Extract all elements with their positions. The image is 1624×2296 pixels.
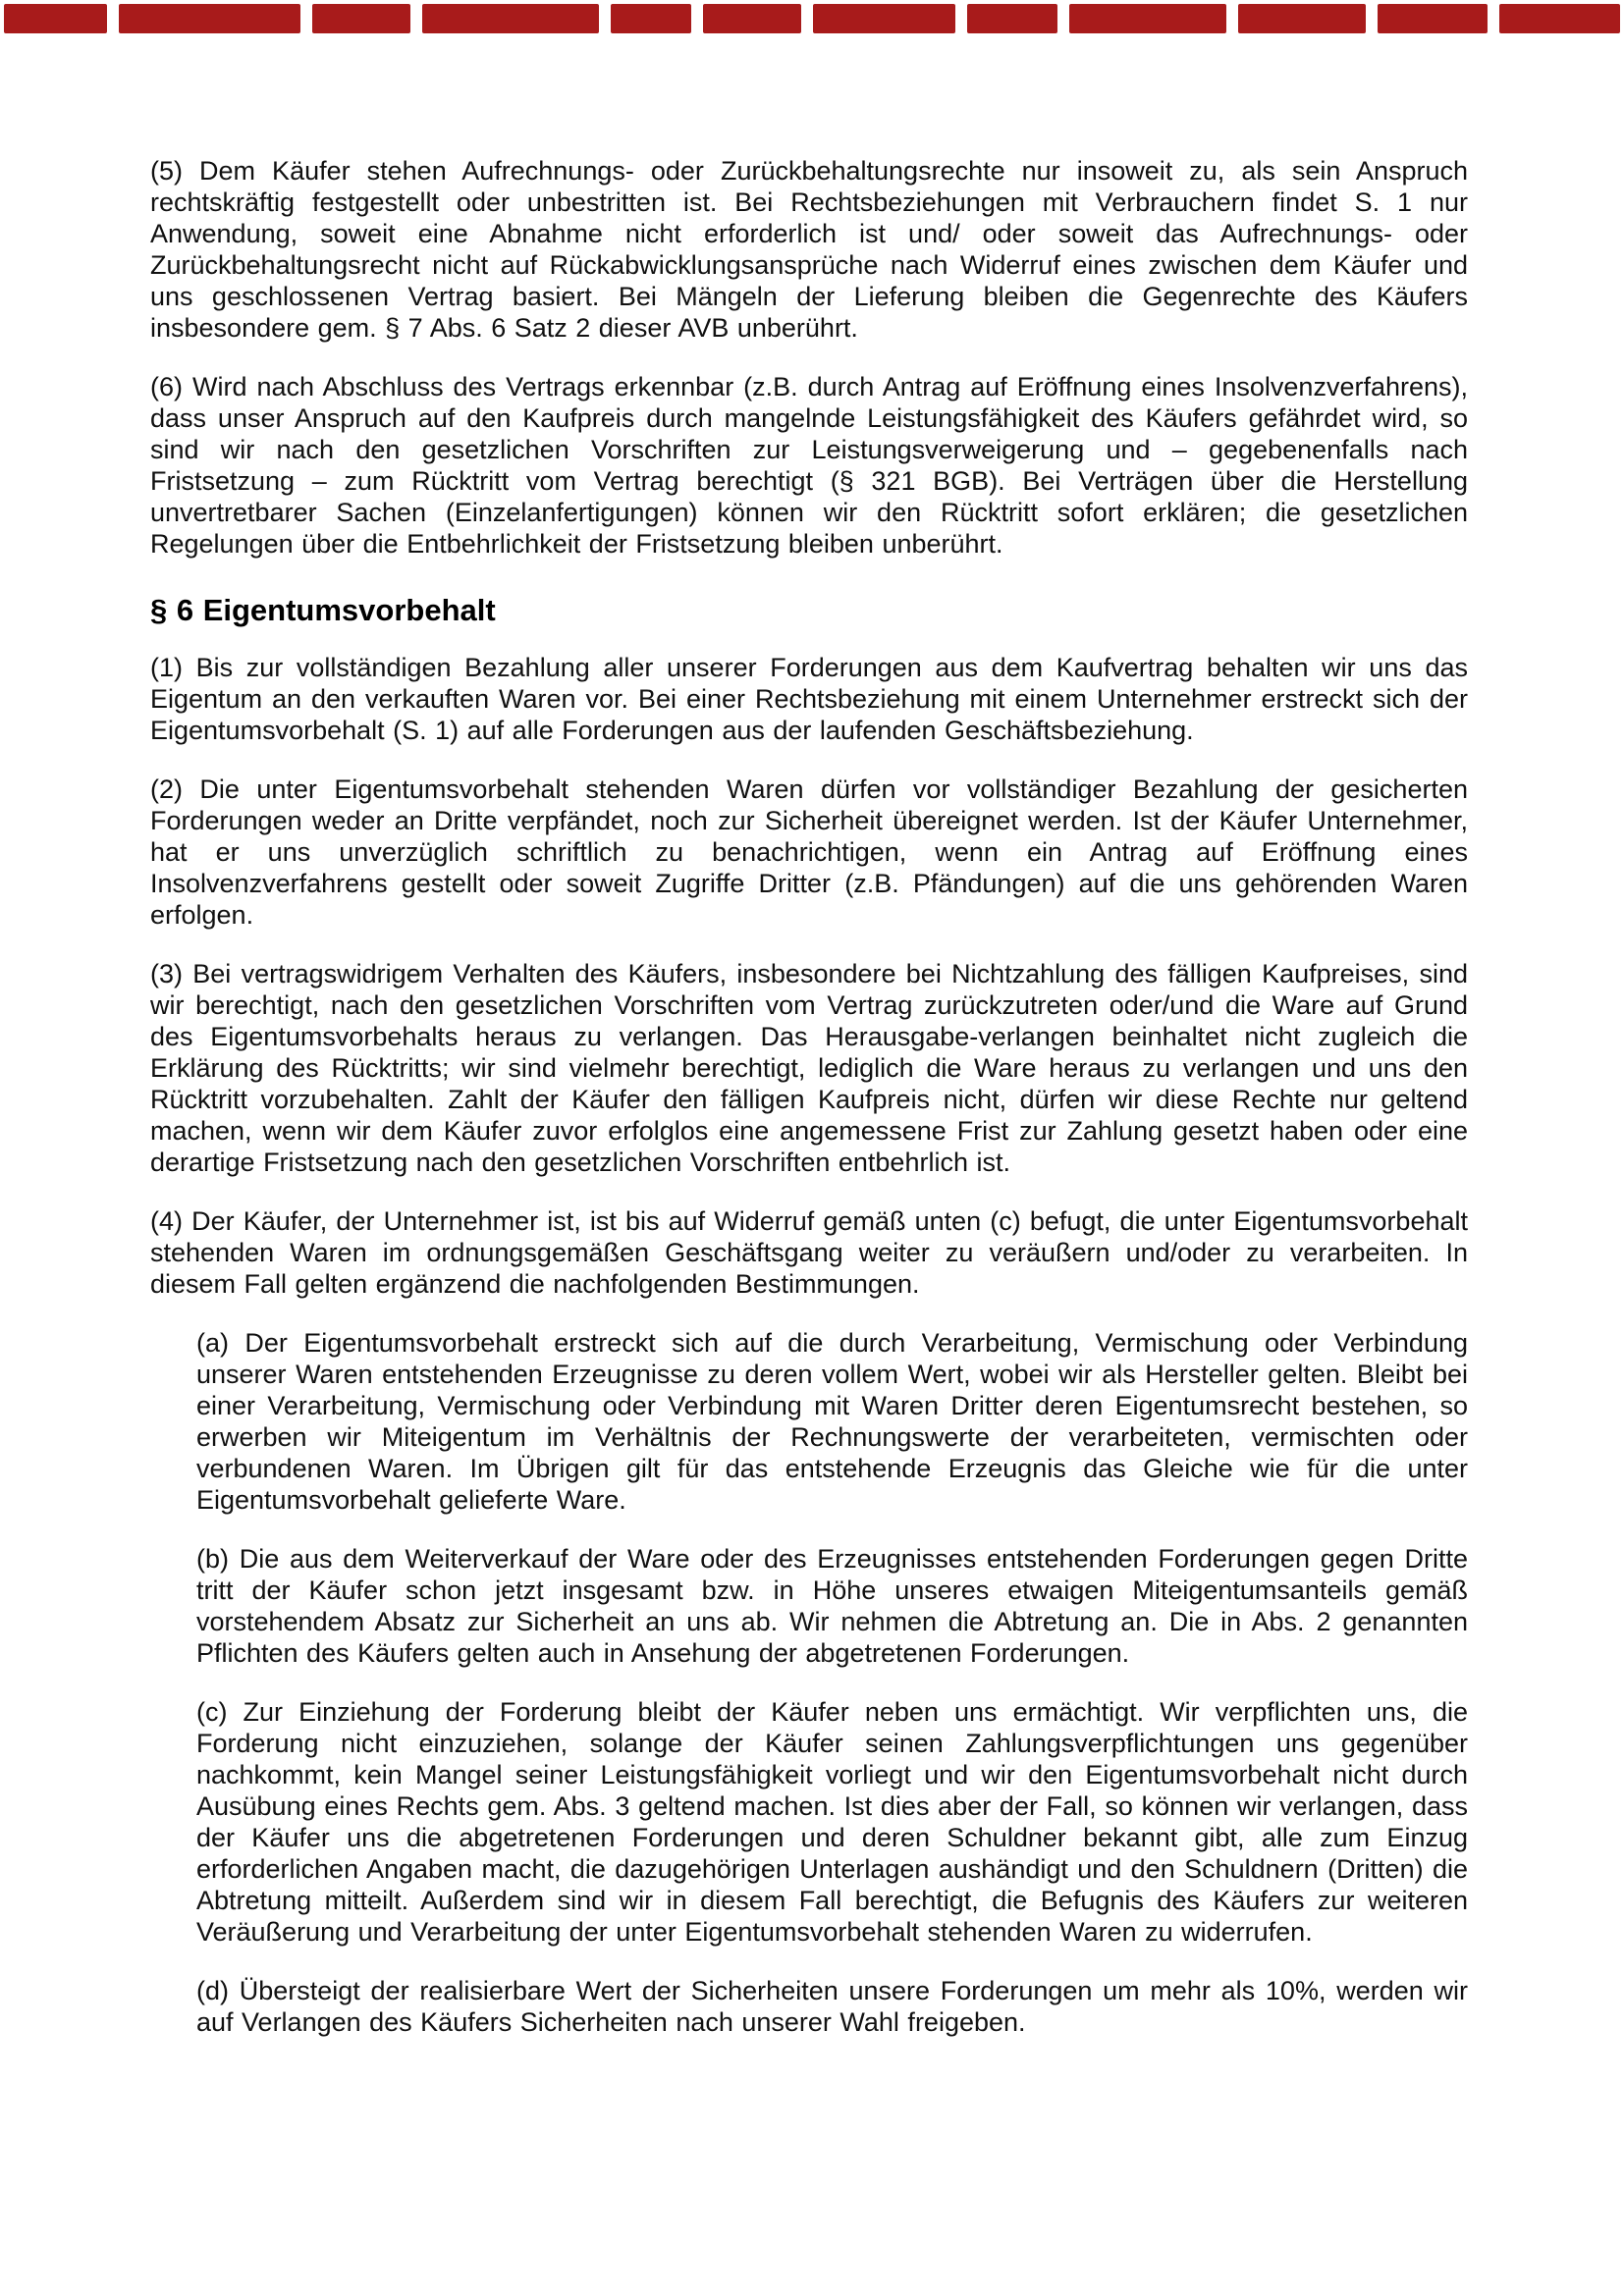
redaction-segment bbox=[119, 4, 300, 33]
redaction-segment bbox=[422, 4, 599, 33]
redaction-segment bbox=[813, 4, 955, 33]
redaction-segment bbox=[4, 4, 107, 33]
subparagraph: (b) Die aus dem Weiterverkauf der Ware oder des Erzeugnisses entstehenden Forderungen gegen Dritte tritt der Käufer schon jetzt insgesamt bzw. in Höhe unseres etwaigen Miteigentumsanteils gemäß vorstehendem Absatz zur Sicherheit an uns ab. Wir nehmen die Abtretung an. Die in Abs. 2 genannten Pflichten des Käufers gelten auch in Ansehung der abgetretenen Forderungen. bbox=[196, 1544, 1468, 1668]
redaction-segment bbox=[703, 4, 801, 33]
document-content bbox=[150, 155, 1468, 2065]
paragraph: (6) Wird nach Abschluss des Vertrags erkennbar (z.B. durch Antrag auf Eröffnung eines Insolvenzverfahrens), dass unser Anspruch auf den Kaufpreis durch mangelnde Leistungsfähigkeit des Käufers gefährdet wird, so sind wir nach den gesetzlichen Vorschriften zur Leistungsverweigerung und – gegebenenfalls nach Fristsetzung – zum Rücktritt vom Vertrag berechtigt (§ 321 BGB). Bei Verträgen über die Herstellung unvertretbarer Sachen (Einzelanfertigungen) können wir den Rücktritt sofort erklären; die gesetzlichen Regelungen über die Entbehrlichkeit der Fristsetzung bleiben unberührt. bbox=[150, 372, 1468, 559]
redaction-segment bbox=[1238, 4, 1366, 33]
redaction-segment bbox=[1069, 4, 1226, 33]
redaction-segment bbox=[1378, 4, 1488, 33]
subparagraph: (d) Übersteigt der realisierbare Wert der Sicherheiten unsere Forderungen um mehr als 10%, werden wir auf Verlangen des Käufers Sicherheiten nach unserer Wahl freigeben. bbox=[196, 1976, 1468, 2037]
subparagraph: (a) Der Eigentumsvorbehalt erstreckt sich auf die durch Verarbeitung, Vermischung oder Verbindung unserer Waren entstehenden Erzeugnisse zu deren vollem Wert, wobei wir als Hersteller gelten. Bleibt bei einer Verarbeitung, Vermischung oder Verbindung mit Waren Dritter deren Eigentumsrecht bestehen, so erwerben wir Miteigentum im Verhältnis der Rechnungswerte der verarbeiteten, vermischten oder verbundenen Waren. Im Übrigen gilt für das entstehende Erzeugnis das Gleiche wie für die unter Eigentumsvorbehalt gelieferte Ware. bbox=[196, 1328, 1468, 1515]
redaction-segment bbox=[1499, 4, 1620, 33]
redaction-bar bbox=[4, 4, 1620, 33]
redaction-segment bbox=[967, 4, 1057, 33]
paragraph: (5) Dem Käufer stehen Aufrechnungs- oder Zurückbehaltungsrechte nur insoweit zu, als sein Anspruch rechtskräftig festgestellt oder unbestritten ist. Bei Rechtsbeziehungen mit Verbrauchern findet S. 1 nur Anwendung, soweit eine Abnahme nicht erforderlich ist und/ oder soweit das Aufrechnungs- oder Zurückbehaltungsrecht nicht auf Rückabwicklungsansprüche nach Widerruf eines zwischen dem Käufer und uns geschlossenen Vertrag basiert. Bei Mängeln der Lieferung bleiben die Gegenrechte des Käufers insbesondere gem. § 7 Abs. 6 Satz 2 dieser AVB unberührt. bbox=[150, 156, 1468, 343]
redaction-segment bbox=[611, 4, 691, 33]
paragraph: (4) Der Käufer, der Unternehmer ist, ist bis auf Widerruf gemäß unten (c) befugt, die unter Eigentumsvorbehalt stehenden Waren im ordnungsgemäßen Geschäftsgang weiter zu veräußern und/oder zu verarbeiten. In diesem Fall gelten ergänzend die nachfolgenden Bestimmungen. bbox=[150, 1206, 1468, 1299]
redaction-segment bbox=[312, 4, 410, 33]
subparagraph: (c) Zur Einziehung der Forderung bleibt der Käufer neben uns ermächtigt. Wir verpflichten uns, die Forderung nicht einzuziehen, solange der Käufer seinen Zahlungsverpflichtungen uns gegenüber nachkommt, kein Mangel seiner Leistungsfähigkeit vorliegt und wir den Eigentumsvorbehalt nicht durch Ausübung eines Rechts gem. Abs. 3 geltend machen. Ist dies aber der Fall, so können wir verlangen, dass der Käufer uns die abgetretenen Forderungen und deren Schuldner bekannt gibt, alle zum Einzug erforderlichen Angaben macht, die dazugehörigen Unterlagen aushändigt und den Schuldnern (Dritten) die Abtretung mitteilt. Außerdem sind wir in diesem Fall berechtigt, die Befugnis des Käufers zur weiteren Veräußerung und Verarbeitung der unter Eigentumsvorbehalt stehenden Waren zu widerrufen. bbox=[196, 1697, 1468, 1947]
paragraph: (3) Bei vertragswidrigem Verhalten des Käufers, insbesondere bei Nichtzahlung des fälligen Kaufpreises, sind wir berechtigt, nach den gesetzlichen Vorschriften vom Vertrag zurückzutreten oder/und die Ware auf Grund des Eigentumsvorbehalts heraus zu verlangen. Das Herausgabe-verlangen beinhaltet nicht zugleich die Erklärung des Rücktritts; wir sind vielmehr berechtigt, lediglich die Ware heraus zu verlangen und uns den Rücktritt vorzubehalten. Zahlt der Käufer den fälligen Kaufpreis nicht, dürfen wir diese Rechte nur geltend machen, wenn wir dem Käufer zuvor erfolglos eine angemessene Frist zur Zahlung gesetzt haben oder eine derartige Fristsetzung nach den gesetzlichen Vorschriften entbehrlich ist. bbox=[150, 959, 1468, 1177]
paragraph: (1) Bis zur vollständigen Bezahlung aller unserer Forderungen aus dem Kaufvertrag behalten wir uns das Eigentum an den verkauften Waren vor. Bei einer Rechtsbeziehung mit einem Unternehmer erstreckt sich der Eigentumsvorbehalt (S. 1) auf alle Forderungen aus der laufenden Geschäftsbeziehung. bbox=[150, 653, 1468, 745]
section-heading: § 6 Eigentumsvorbehalt bbox=[150, 593, 496, 627]
paragraph: (2) Die unter Eigentumsvorbehalt stehenden Waren dürfen vor vollständiger Bezahlung der gesicherten Forderungen weder an Dritte verpfändet, noch zur Sicherheit übereignet werden. Ist der Käufer Unternehmer, hat er uns unverzüglich schriftlich zu benachrichtigen, wenn ein Antrag auf Eröffnung eines Insolvenzverfahrens gestellt oder soweit Zugriffe Dritter (z.B. Pfändungen) auf die uns gehörenden Waren erfolgen. bbox=[150, 774, 1468, 930]
